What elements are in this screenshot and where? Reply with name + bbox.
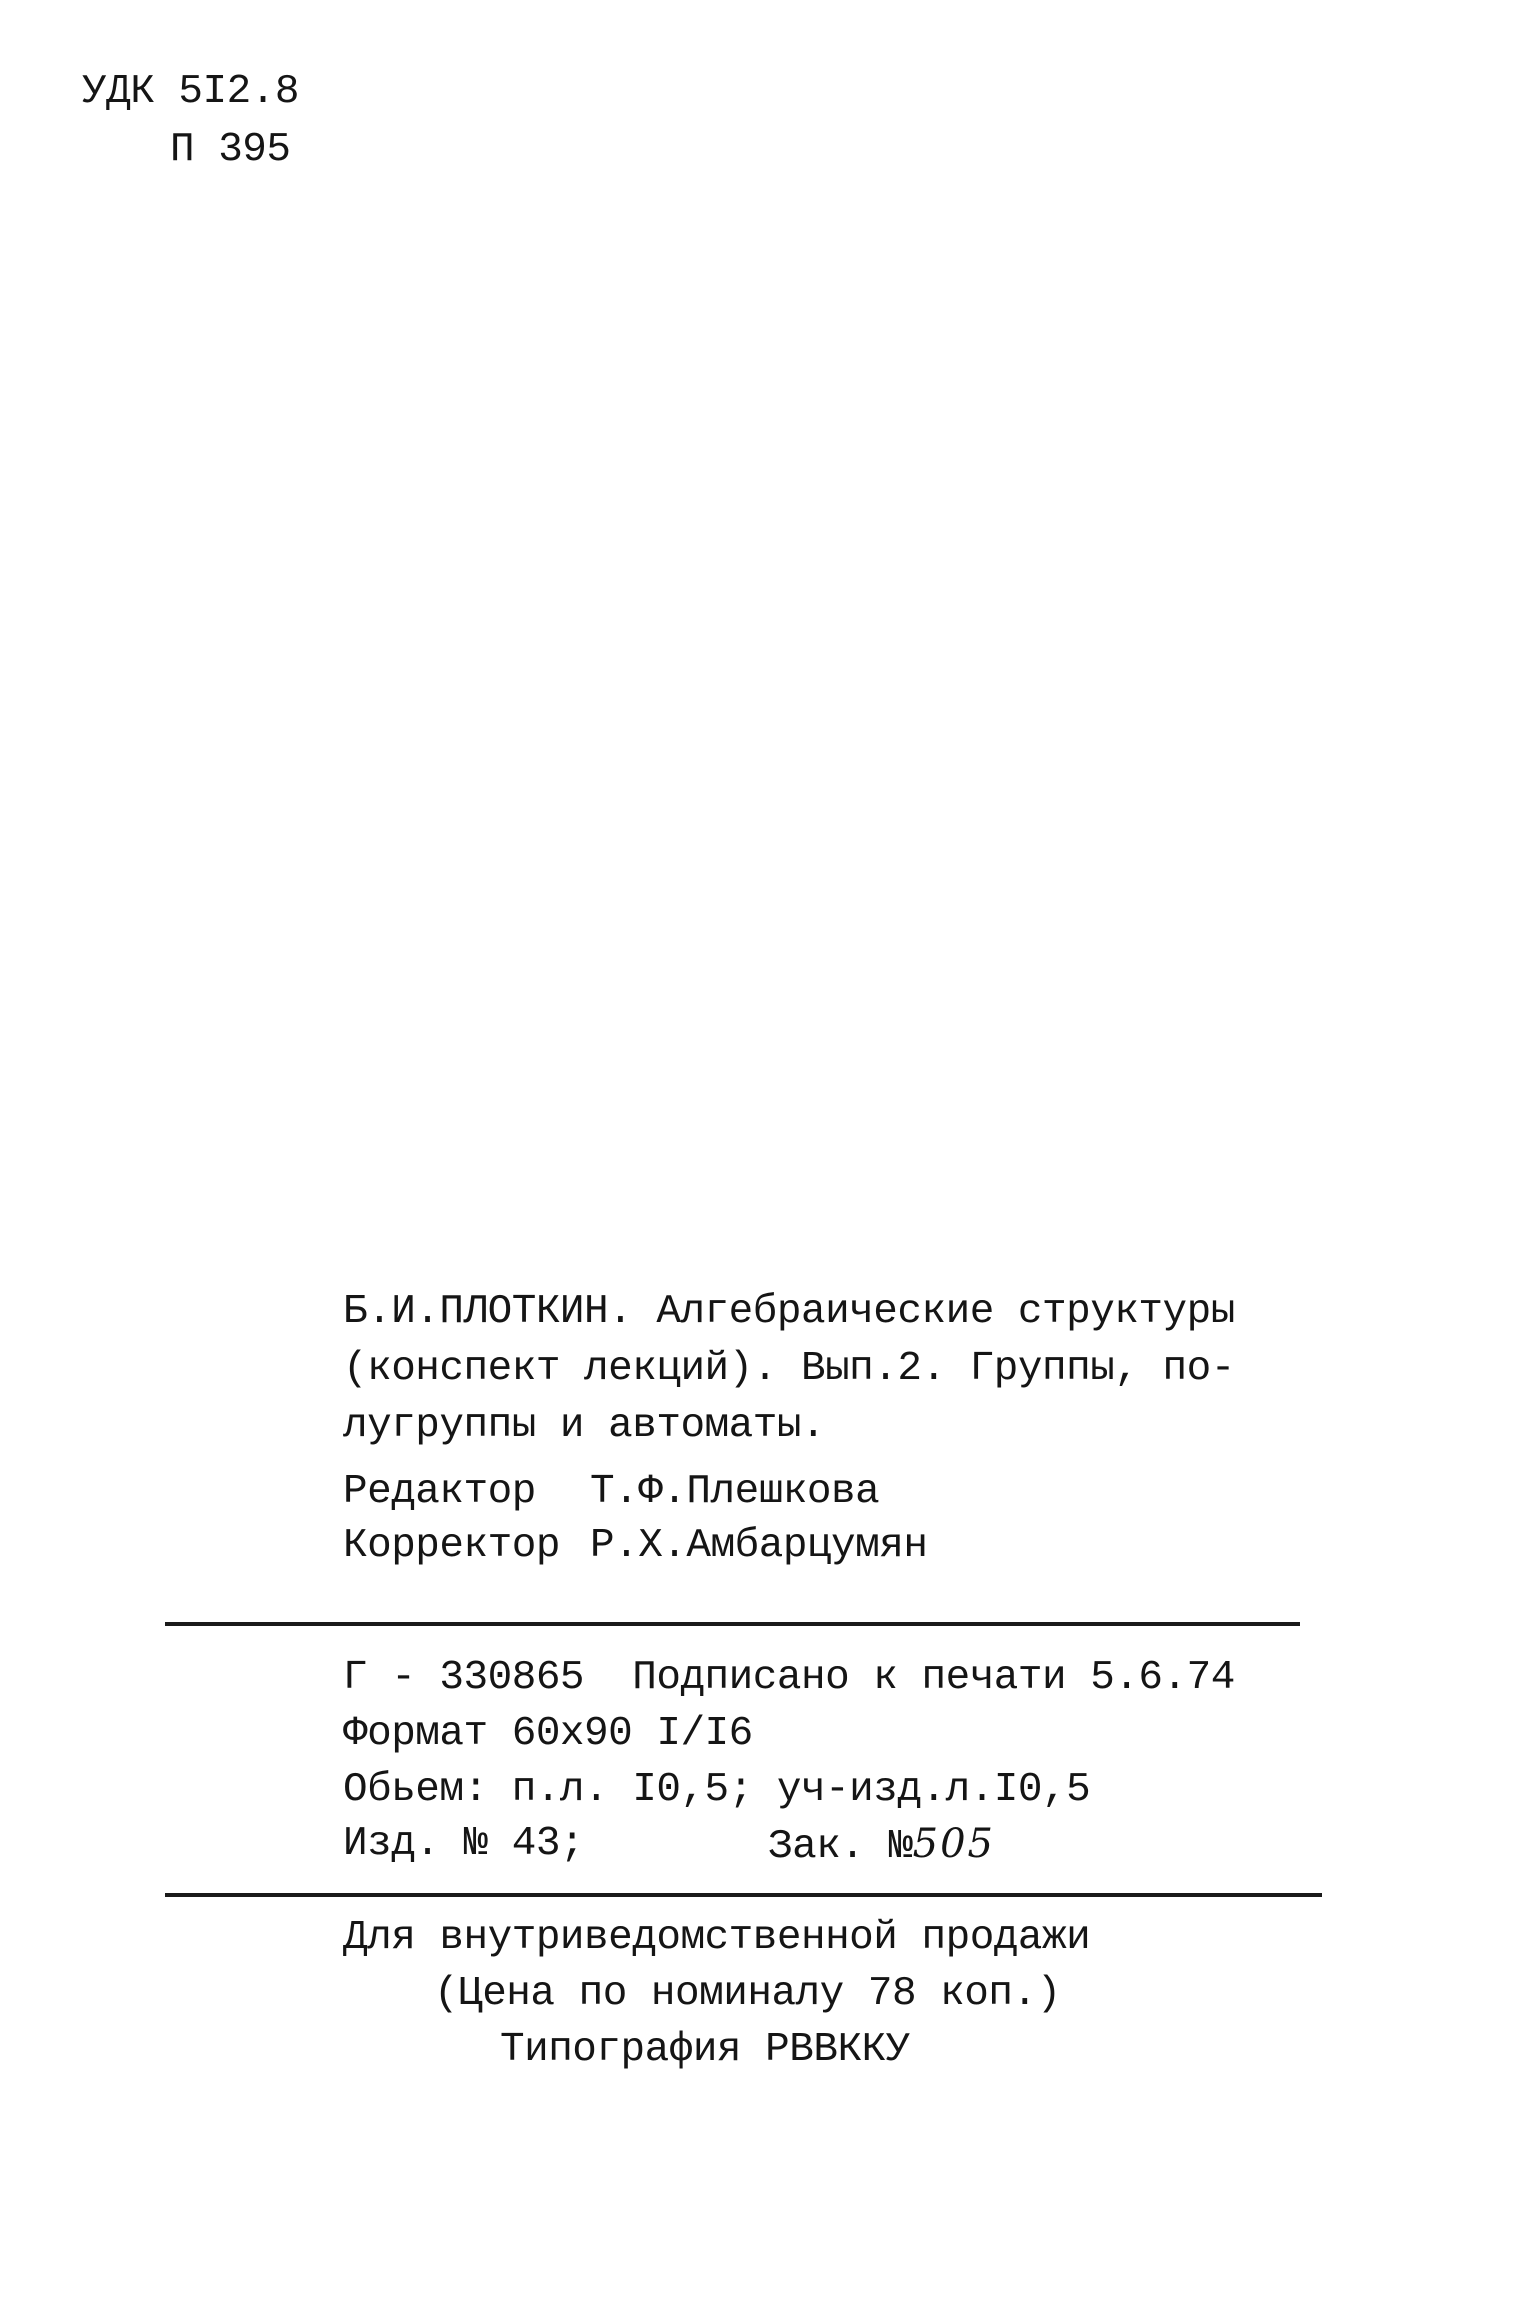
printer-name: Типография РВВККУ: [500, 2027, 910, 2073]
order-label: Зак. №: [768, 1824, 913, 1870]
title-line-1: Б.И.ПЛОТКИН. Алгебраические структуры: [343, 1289, 1235, 1335]
sale-note: Для внутриведомственной продажи: [343, 1915, 1091, 1961]
editor-label: Редактор: [343, 1469, 536, 1515]
order-number-handwritten: 505: [912, 1821, 995, 1867]
corrector-label: Корректор: [343, 1523, 560, 1569]
imprint-order: [768, 1820, 995, 1871]
imprint-volume: Обьем: п.л. I0,5; уч-изд.л.I0,5: [343, 1767, 1091, 1813]
imprint-publication-number: Изд. № 43;: [343, 1821, 585, 1867]
divider-top: [165, 1622, 1300, 1626]
imprint-format: Формат 60х90 I/I6: [343, 1711, 753, 1757]
price-note: (Цена по номиналу 78 коп.): [434, 1971, 1061, 2017]
imprint-line-1: Г - 330865 Подписано к печати 5.6.74: [343, 1655, 1235, 1701]
title-line-2: (конспект лекций). Вып.2. Группы, по-: [343, 1346, 1235, 1392]
library-code: П 395: [170, 127, 291, 173]
udc-code: УДК 5I2.8: [82, 69, 299, 115]
editor-name: Т.Ф.Плешкова: [590, 1469, 880, 1515]
divider-bottom: [165, 1893, 1322, 1897]
title-line-3: лугруппы и автоматы.: [343, 1403, 826, 1449]
corrector-name: Р.Х.Амбарцумян: [590, 1523, 928, 1569]
